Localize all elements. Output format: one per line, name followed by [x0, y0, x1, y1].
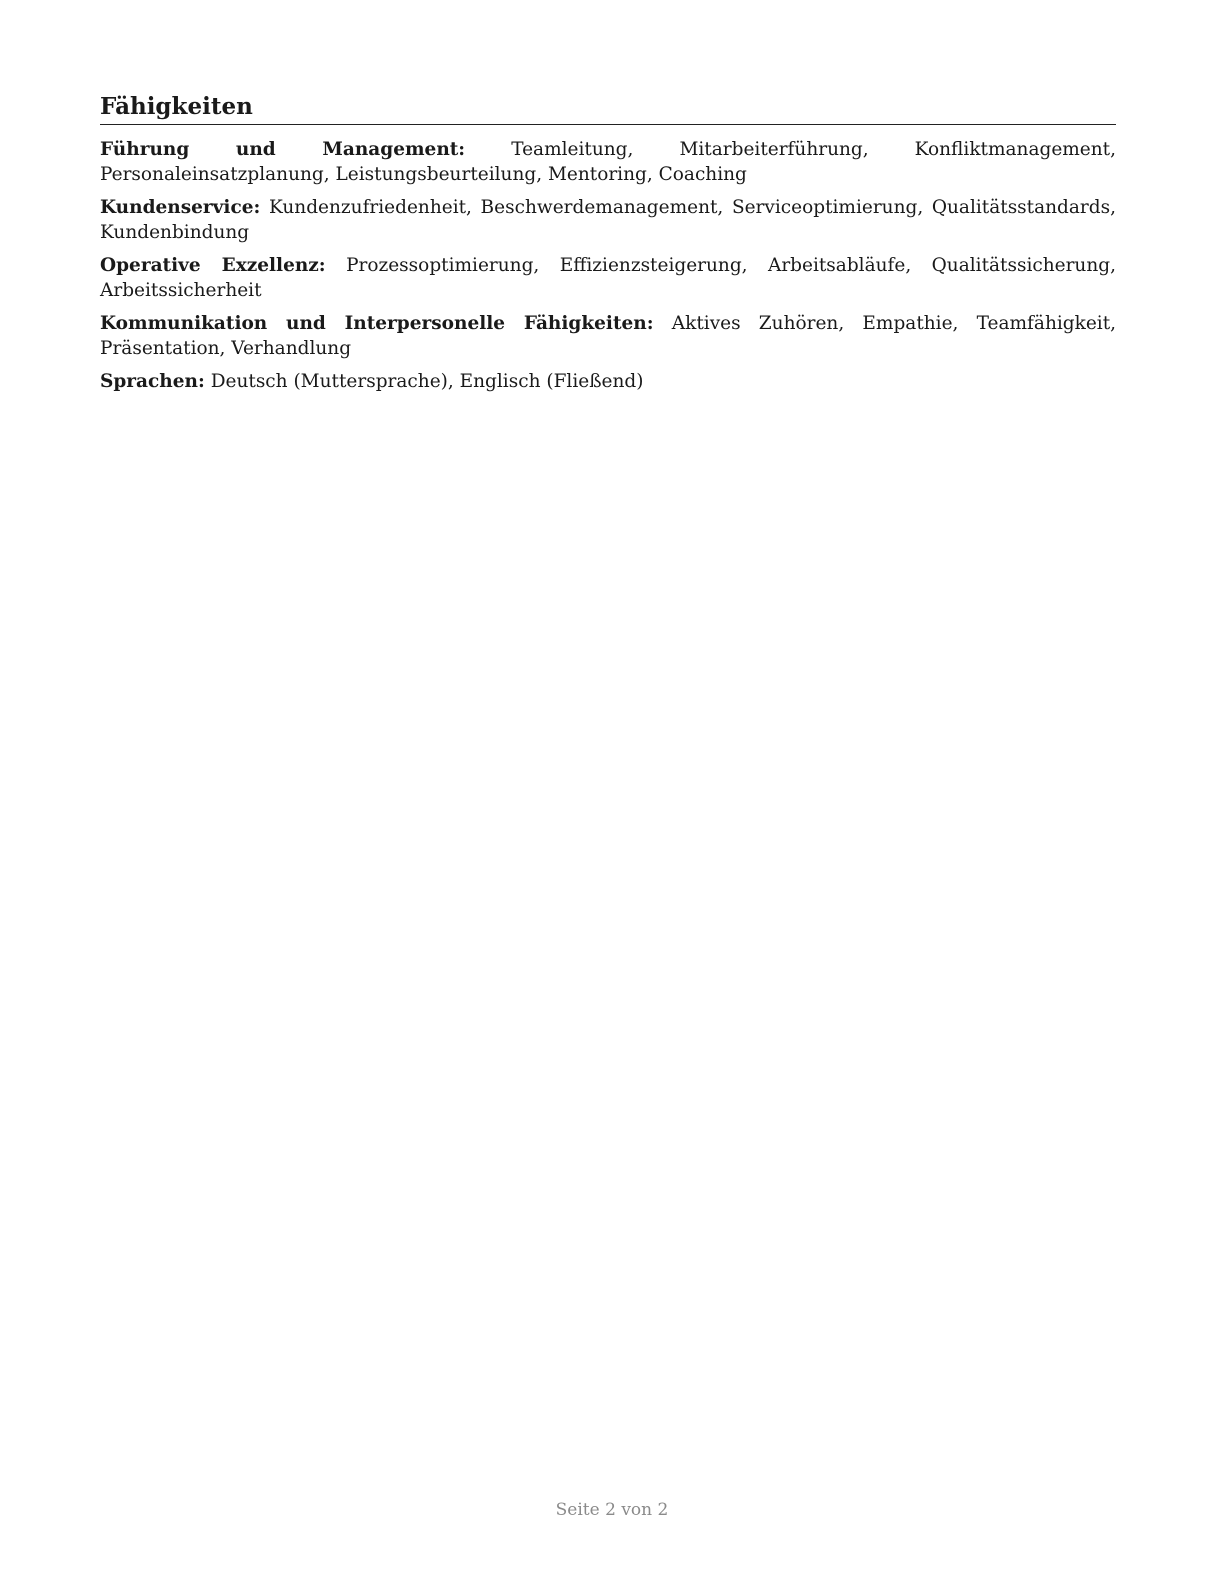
- skill-label: Führung und Management:: [100, 139, 466, 160]
- skill-entry-operations: [100, 253, 1116, 303]
- skill-entry-leadership: [100, 137, 1116, 187]
- skills-list: [100, 137, 1116, 394]
- skill-text: Teamleitung, Mitarbeiterführung, Konfliktmanagement, Personaleinsatzplanung, Leistungsbeurteilung, Mentoring, Coaching: [100, 139, 1116, 185]
- skill-label: Kommunikation und Interpersonelle Fähigkeiten:: [100, 313, 654, 334]
- skill-label: Kundenservice:: [100, 197, 261, 218]
- page-number: Seite 2 von 2: [555, 1500, 669, 1520]
- skill-entry-customer-service: [100, 195, 1116, 245]
- skill-text: Deutsch (Muttersprache), Englisch (Fließend): [210, 371, 644, 392]
- skill-entry-communication: [100, 311, 1116, 361]
- skill-label: Sprachen:: [100, 371, 205, 392]
- skill-entry-languages: [100, 369, 1116, 394]
- page-content: [100, 90, 1116, 402]
- skill-text: Kundenzufriedenheit, Beschwerdemanagement, Serviceoptimierung, Qualitätsstandards, Kundenbindung: [100, 197, 1116, 243]
- section-title: Fähigkeiten: [100, 90, 1116, 125]
- skill-label: Operative Exzellenz:: [100, 255, 326, 276]
- skill-text: Aktives Zuhören, Empathie, Teamfähigkeit, Präsentation, Verhandlung: [100, 313, 1117, 359]
- skill-text: Prozessoptimierung, Effizienzsteigerung, Arbeitsabläufe, Qualitätssicherung, Arbeitssicherheit: [100, 255, 1116, 301]
